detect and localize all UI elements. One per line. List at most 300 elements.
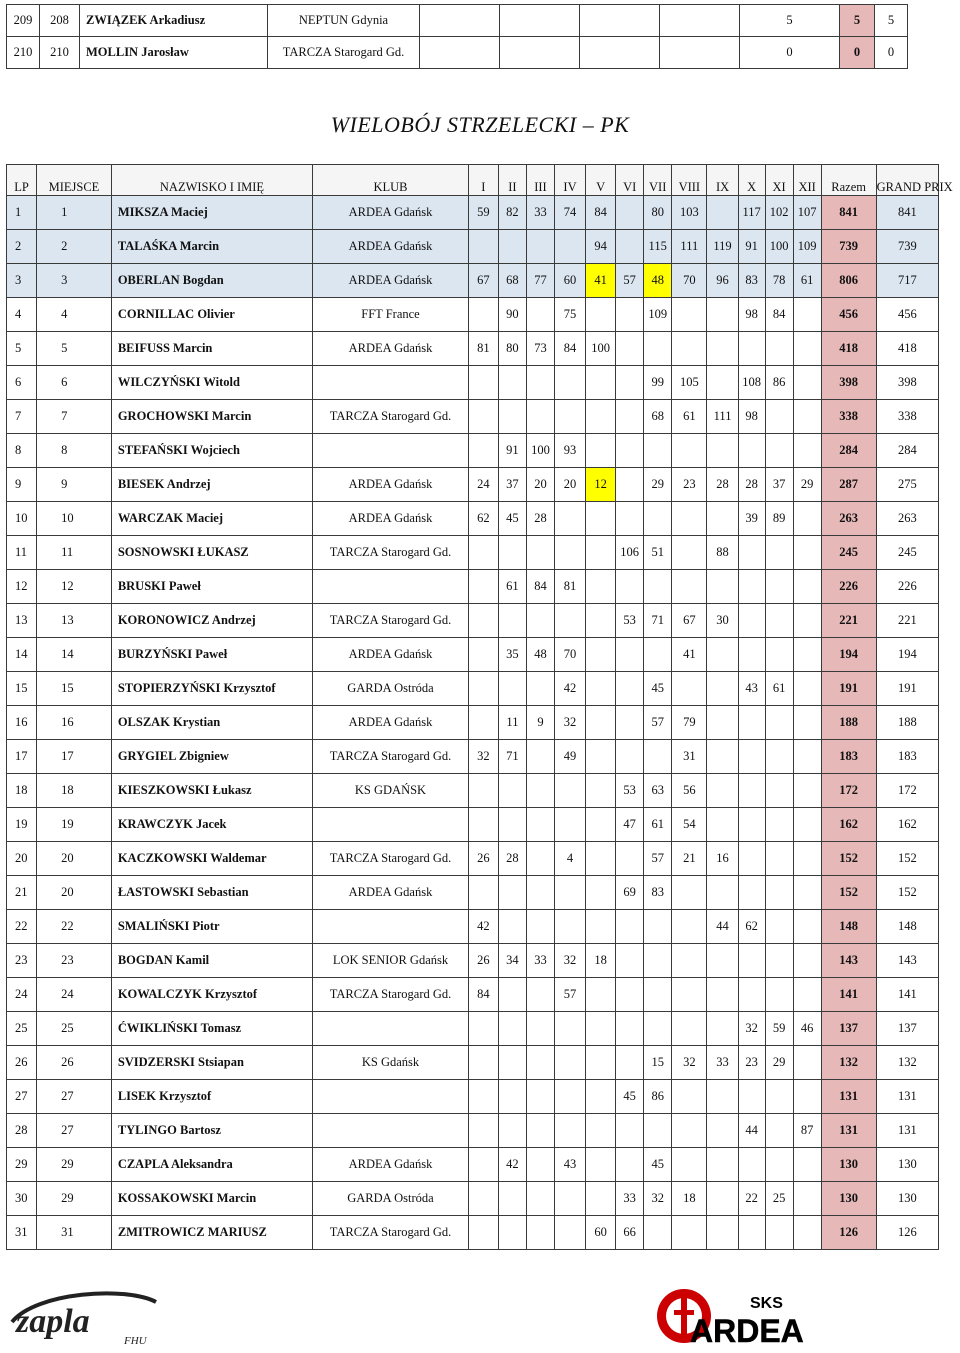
grand-prix-cell: 162	[876, 808, 938, 842]
grand-prix-cell: 338	[876, 400, 938, 434]
score-cell	[468, 638, 498, 672]
score-cell	[793, 944, 821, 978]
score-cell	[672, 910, 707, 944]
grand-prix-cell: 148	[876, 910, 938, 944]
score-cell	[738, 774, 765, 808]
score-cell: 33	[526, 944, 554, 978]
score-cell	[707, 434, 738, 468]
score-cell	[793, 434, 821, 468]
name-cell: KACZKOWSKI Waldemar	[111, 842, 312, 876]
empty-cell	[420, 5, 500, 37]
score-cell: 81	[468, 332, 498, 366]
score-cell: 37	[498, 468, 526, 502]
score-cell	[793, 638, 821, 672]
score-cell: 109	[644, 298, 672, 332]
grand-prix-cell: 456	[876, 298, 938, 332]
table-row	[7, 1216, 939, 1250]
score-cell	[793, 808, 821, 842]
score-cell	[554, 1046, 585, 1080]
score-cell: 20	[554, 468, 585, 502]
score-cell	[586, 298, 616, 332]
previous-page-rows	[6, 4, 944, 69]
score-cell	[793, 978, 821, 1012]
name-cell: LISEK Krzysztof	[111, 1080, 312, 1114]
name-cell: MIKSZA Maciej	[111, 196, 312, 230]
score-cell	[616, 944, 644, 978]
razem-cell: 0	[840, 37, 875, 69]
score-cell	[616, 468, 644, 502]
table-row	[7, 706, 939, 740]
score-cell: 22	[738, 1182, 765, 1216]
score-cell	[468, 1216, 498, 1250]
score-cell	[498, 1114, 526, 1148]
score-cell: 61	[793, 264, 821, 298]
score-cell	[644, 638, 672, 672]
place-cell: 23	[37, 944, 112, 978]
score-cell: 61	[644, 808, 672, 842]
grand-prix-cell: 152	[876, 842, 938, 876]
club-cell: TARCZA Starogard Gd.	[313, 740, 469, 774]
empty-cell	[660, 5, 740, 37]
place-cell: 8	[37, 434, 112, 468]
club-cell: ARDEA Gdańsk	[313, 196, 469, 230]
place-cell: 31	[37, 1216, 112, 1250]
score-cell	[586, 502, 616, 536]
score-cell	[616, 1114, 644, 1148]
score-cell: 100	[586, 332, 616, 366]
score-cell	[707, 740, 738, 774]
club-cell: ARDEA Gdańsk	[313, 468, 469, 502]
lp-cell: 5	[7, 332, 37, 366]
razem-cell: 130	[821, 1182, 876, 1216]
score-cell: 103	[672, 196, 707, 230]
column-header: V	[586, 165, 616, 196]
razem-cell: 141	[821, 978, 876, 1012]
score-cell	[554, 910, 585, 944]
place-cell: 5	[37, 332, 112, 366]
score-cell: 74	[554, 196, 585, 230]
club-cell: NEPTUN Gdynia	[268, 5, 420, 37]
name-cell: CORNILLAC Olivier	[111, 298, 312, 332]
score-cell	[765, 332, 793, 366]
empty-cell	[500, 5, 580, 37]
score-cell: 62	[468, 502, 498, 536]
razem-cell: 143	[821, 944, 876, 978]
lp-cell: 22	[7, 910, 37, 944]
score-cell: 87	[793, 1114, 821, 1148]
razem-cell: 152	[821, 876, 876, 910]
place-cell: 16	[37, 706, 112, 740]
score-cell: 31	[672, 740, 707, 774]
razem-cell: 162	[821, 808, 876, 842]
name-cell: WILCZYŃSKI Witold	[111, 366, 312, 400]
column-header: Razem	[821, 165, 876, 196]
lp-cell: 24	[7, 978, 37, 1012]
column-header: XII	[793, 165, 821, 196]
score-cell	[793, 1046, 821, 1080]
score-cell	[468, 808, 498, 842]
score-cell	[738, 808, 765, 842]
score-cell: 109	[793, 230, 821, 264]
score-cell	[707, 1182, 738, 1216]
name-cell: KOSSAKOWSKI Marcin	[111, 1182, 312, 1216]
table-row	[7, 944, 939, 978]
score-cell	[738, 944, 765, 978]
place-cell: 7	[37, 400, 112, 434]
score-cell	[672, 944, 707, 978]
score-cell	[498, 876, 526, 910]
score-cell: 108	[738, 366, 765, 400]
score-cell	[765, 570, 793, 604]
score-cell: 24	[468, 468, 498, 502]
svg-text:ARDEA: ARDEA	[690, 1313, 804, 1349]
score-cell	[765, 944, 793, 978]
club-cell: TARCZA Starogard Gd.	[313, 536, 469, 570]
score-cell	[526, 400, 554, 434]
razem-cell: 287	[821, 468, 876, 502]
score-cell: 53	[616, 774, 644, 808]
score-cell: 21	[672, 842, 707, 876]
score-cell	[738, 1148, 765, 1182]
score-cell	[498, 230, 526, 264]
score-cell	[586, 774, 616, 808]
score-cell: 89	[765, 502, 793, 536]
score-cell	[526, 774, 554, 808]
place-cell: 13	[37, 604, 112, 638]
score-cell	[554, 774, 585, 808]
score-cell: 33	[616, 1182, 644, 1216]
score-cell: 41	[672, 638, 707, 672]
razem-cell: 132	[821, 1046, 876, 1080]
score-cell: 60	[586, 1216, 616, 1250]
score-cell	[793, 1216, 821, 1250]
club-cell: KS GDAŃSK	[313, 774, 469, 808]
score-cell	[586, 434, 616, 468]
club-cell: LOK SENIOR Gdańsk	[313, 944, 469, 978]
razem-cell: 263	[821, 502, 876, 536]
score-cell	[765, 808, 793, 842]
score-cell: 45	[644, 1148, 672, 1182]
score-cell	[554, 536, 585, 570]
score-cell	[672, 1148, 707, 1182]
empty-cell	[500, 37, 580, 69]
name-cell: SMALIŃSKI Piotr	[111, 910, 312, 944]
place-cell: 1	[37, 196, 112, 230]
score-cell	[616, 1012, 644, 1046]
score-cell	[707, 298, 738, 332]
name-cell: STOPIERZYŃSKI Krzysztof	[111, 672, 312, 706]
score-cell	[526, 536, 554, 570]
score-cell	[765, 434, 793, 468]
score-cell	[586, 910, 616, 944]
score-cell: 45	[616, 1080, 644, 1114]
score-cell	[498, 604, 526, 638]
score-cell	[586, 876, 616, 910]
score-cell	[498, 1216, 526, 1250]
razem-cell: 806	[821, 264, 876, 298]
score-cell: 9	[526, 706, 554, 740]
score-cell	[707, 706, 738, 740]
club-cell	[313, 366, 469, 400]
razem-cell: 739	[821, 230, 876, 264]
score-cell: 53	[616, 604, 644, 638]
score-cell	[526, 978, 554, 1012]
score-cell: 44	[738, 1114, 765, 1148]
score-cell	[616, 978, 644, 1012]
table-row	[7, 468, 939, 502]
razem-cell: 245	[821, 536, 876, 570]
club-cell: ARDEA Gdańsk	[313, 638, 469, 672]
score-cell	[738, 740, 765, 774]
lp-cell: 27	[7, 1080, 37, 1114]
score-cell: 15	[644, 1046, 672, 1080]
score-cell	[616, 298, 644, 332]
score-cell	[498, 1080, 526, 1114]
score-cell: 59	[765, 1012, 793, 1046]
score-cell	[498, 672, 526, 706]
score-cell: 45	[644, 672, 672, 706]
score-cell: 43	[738, 672, 765, 706]
table-row	[7, 298, 939, 332]
score-cell	[468, 570, 498, 604]
table-row	[7, 1012, 939, 1046]
name-cell: BIESEK Andrzej	[111, 468, 312, 502]
column-header: GRAND PRIX	[876, 165, 938, 196]
score-cell: 81	[554, 570, 585, 604]
score-cell: 47	[616, 808, 644, 842]
column-header: NAZWISKO I IMIĘ	[111, 165, 312, 196]
club-cell: ARDEA Gdańsk	[313, 876, 469, 910]
score-cell	[738, 570, 765, 604]
table-row	[7, 1080, 939, 1114]
score-cell	[707, 876, 738, 910]
name-cell: KIESZKOWSKI Łukasz	[111, 774, 312, 808]
grand-prix-cell: 275	[876, 468, 938, 502]
place-cell: 14	[37, 638, 112, 672]
razem-cell: 137	[821, 1012, 876, 1046]
score-cell	[586, 672, 616, 706]
score-cell	[707, 808, 738, 842]
score-cell	[468, 434, 498, 468]
grand-prix-cell: 183	[876, 740, 938, 774]
score-cell	[644, 332, 672, 366]
razem-cell: 131	[821, 1080, 876, 1114]
score-cell	[554, 230, 585, 264]
club-cell: TARCZA Starogard Gd.	[313, 978, 469, 1012]
club-cell	[313, 1114, 469, 1148]
grand-prix-cell: 263	[876, 502, 938, 536]
table-row	[7, 842, 939, 876]
score-cell	[738, 638, 765, 672]
score-cell	[793, 1182, 821, 1216]
score-cell	[468, 1046, 498, 1080]
score-cell: 61	[498, 570, 526, 604]
score-cell	[707, 332, 738, 366]
score-cell: 35	[498, 638, 526, 672]
score-cell	[644, 570, 672, 604]
score-cell	[554, 1012, 585, 1046]
lp-cell: 17	[7, 740, 37, 774]
grand-prix-cell: 126	[876, 1216, 938, 1250]
lp-cell: 3	[7, 264, 37, 298]
grand-prix-cell: 221	[876, 604, 938, 638]
score-cell: 79	[672, 706, 707, 740]
score-cell: 115	[644, 230, 672, 264]
score-cell	[765, 638, 793, 672]
table-row	[7, 1182, 939, 1216]
score-cell	[644, 1216, 672, 1250]
razem-cell: 183	[821, 740, 876, 774]
grand-prix-cell: 152	[876, 876, 938, 910]
score-cell	[793, 536, 821, 570]
score-cell: 77	[526, 264, 554, 298]
lp-cell: 12	[7, 570, 37, 604]
place-cell: 15	[37, 672, 112, 706]
score-cell	[468, 400, 498, 434]
score-cell	[498, 1182, 526, 1216]
score-cell	[793, 604, 821, 638]
score-cell: 28	[738, 468, 765, 502]
score-cell	[793, 570, 821, 604]
score-cell	[793, 298, 821, 332]
place-cell: 9	[37, 468, 112, 502]
column-header: I	[468, 165, 498, 196]
score-cell: 28	[498, 842, 526, 876]
table-row	[7, 1046, 939, 1080]
razem-cell: 188	[821, 706, 876, 740]
score-cell	[586, 842, 616, 876]
score-cell	[616, 196, 644, 230]
razem-cell: 172	[821, 774, 876, 808]
score-cell	[526, 230, 554, 264]
score-cell	[616, 672, 644, 706]
svg-text:FHU: FHU	[124, 1335, 147, 1347]
lp-cell: 19	[7, 808, 37, 842]
score-cell: 26	[468, 842, 498, 876]
score-cell	[672, 332, 707, 366]
score-cell	[468, 1012, 498, 1046]
score-cell	[554, 502, 585, 536]
score-cell	[616, 434, 644, 468]
score-cell	[586, 366, 616, 400]
score-cell	[468, 774, 498, 808]
table-row	[7, 638, 939, 672]
score-cell	[554, 1216, 585, 1250]
club-cell: FFT France	[313, 298, 469, 332]
score-cell	[793, 332, 821, 366]
empty-cell	[420, 37, 500, 69]
score-cell	[793, 910, 821, 944]
score-cell	[707, 570, 738, 604]
lp-cell: 1	[7, 196, 37, 230]
prev-table-row	[7, 37, 944, 69]
grand-prix-cell: 141	[876, 978, 938, 1012]
score-cell	[707, 1148, 738, 1182]
score-cell: 46	[793, 1012, 821, 1046]
column-header: XI	[765, 165, 793, 196]
place-cell: 22	[37, 910, 112, 944]
score-cell: 86	[765, 366, 793, 400]
score-cell: 73	[526, 332, 554, 366]
score-cell	[498, 536, 526, 570]
score-cell	[468, 1080, 498, 1114]
score-cell: 83	[738, 264, 765, 298]
score-cell: 117	[738, 196, 765, 230]
score-cell	[616, 366, 644, 400]
lp-cell: 7	[7, 400, 37, 434]
column-header: X	[738, 165, 765, 196]
score-cell	[672, 434, 707, 468]
column-header: VII	[644, 165, 672, 196]
score-cell	[616, 706, 644, 740]
score-cell	[526, 910, 554, 944]
table-row	[7, 230, 939, 264]
lp-cell: 210	[7, 37, 40, 69]
column-header: III	[526, 165, 554, 196]
table-row	[7, 774, 939, 808]
score-cell: 42	[498, 1148, 526, 1182]
zapla-logo	[6, 1282, 166, 1348]
score-cell: 60	[554, 264, 585, 298]
score-cell: 70	[554, 638, 585, 672]
name-cell: ĆWIKLIŃSKI Tomasz	[111, 1012, 312, 1046]
name-cell: BRUSKI Paweł	[111, 570, 312, 604]
grand-prix-cell: 172	[876, 774, 938, 808]
score-cell	[616, 570, 644, 604]
table-row	[7, 672, 939, 706]
table-row	[7, 910, 939, 944]
score-cell: 82	[498, 196, 526, 230]
name-cell: TYLINGO Bartosz	[111, 1114, 312, 1148]
score-cell: 99	[644, 366, 672, 400]
score-cell	[586, 706, 616, 740]
score-cell	[707, 1114, 738, 1148]
name-cell: ZWIĄZEK Arkadiusz	[80, 5, 268, 37]
name-cell: SVIDZERSKI Stsiapan	[111, 1046, 312, 1080]
score-cell	[498, 1012, 526, 1046]
place-cell: 18	[37, 774, 112, 808]
name-cell: ŁASTOWSKI Sebastian	[111, 876, 312, 910]
score-cell	[526, 1012, 554, 1046]
lp-cell: 8	[7, 434, 37, 468]
score-cell: 42	[554, 672, 585, 706]
club-cell	[313, 1080, 469, 1114]
score-cell	[707, 638, 738, 672]
score-cell	[526, 740, 554, 774]
score-cell	[554, 1114, 585, 1148]
lp-cell: 209	[7, 5, 40, 37]
score-cell: 107	[793, 196, 821, 230]
place-cell: 25	[37, 1012, 112, 1046]
column-header: VIII	[672, 165, 707, 196]
score-cell: 43	[554, 1148, 585, 1182]
score-cell	[707, 1012, 738, 1046]
table-row	[7, 978, 939, 1012]
score-cell	[586, 1012, 616, 1046]
name-cell: GRYGIEL Zbigniew	[111, 740, 312, 774]
score-cell	[644, 1012, 672, 1046]
score-cell	[526, 1080, 554, 1114]
grand-prix-cell: 131	[876, 1080, 938, 1114]
score-cell	[738, 536, 765, 570]
score-cell	[793, 842, 821, 876]
lp-cell: 13	[7, 604, 37, 638]
score-cell: 39	[738, 502, 765, 536]
score-cell	[468, 230, 498, 264]
club-cell: TARCZA Starogard Gd.	[268, 37, 420, 69]
score-cell	[554, 366, 585, 400]
score-cell	[644, 910, 672, 944]
